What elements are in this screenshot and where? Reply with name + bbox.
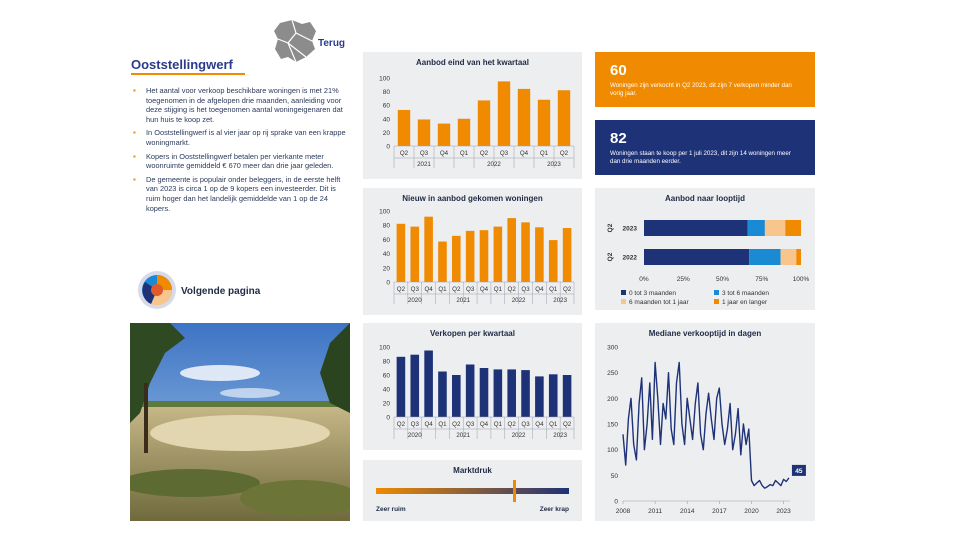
- gauge-right-label: Zeer krap: [539, 506, 569, 513]
- bar: [438, 124, 450, 146]
- x-tick-label: Q4: [439, 150, 449, 157]
- year-label: 2020: [407, 432, 422, 439]
- y-tick-label: 150: [607, 421, 618, 429]
- supply-bar-chart: [363, 52, 582, 179]
- y-tick-label: 60: [382, 102, 390, 110]
- year-label: 2021: [456, 297, 471, 304]
- x-tick-label: Q2: [507, 286, 516, 293]
- y-tick-label: 20: [382, 265, 390, 273]
- year-label: 2022: [487, 161, 501, 168]
- x-tick-label: Q4: [424, 421, 433, 428]
- year-label: 2021: [417, 161, 431, 168]
- year-label: 2021: [456, 432, 471, 439]
- x-tick-label: Q2: [399, 150, 409, 157]
- bar: [397, 224, 406, 282]
- chart-title: Aanbod eind van het kwartaal: [416, 58, 529, 67]
- pressure-gradient-bar: [376, 488, 569, 494]
- legend-swatch: [621, 290, 626, 295]
- bar: [521, 222, 530, 282]
- chart-title: Aanbod naar looptijd: [665, 194, 745, 203]
- x-tick-label: Q2: [479, 150, 489, 157]
- bar: [563, 375, 572, 417]
- title-underline: [131, 73, 245, 75]
- next-page-link[interactable]: Volgende pagina: [181, 286, 261, 297]
- x-tick-label: Q2: [396, 421, 406, 428]
- gauge-title: Marktdruk: [453, 466, 492, 475]
- x-tick-label: Q3: [466, 286, 475, 293]
- x-tick-label: Q4: [535, 421, 544, 428]
- year-label: 2023: [547, 161, 561, 168]
- y-tick-label: 60: [382, 236, 390, 244]
- chart-panel-sales: [363, 323, 582, 450]
- bullet-item: ▪ De gemeente is populair onder beleggers, in de eerste helft van 2023 is circa 1 op de 9 kopers een investeerder. Dit is ruim hoger dan het landelijk gemiddelde van 1 op de 24 kopers.: [133, 175, 351, 213]
- x-tick-label: Q4: [479, 421, 489, 428]
- landscape-photo: [130, 323, 350, 521]
- x-tick-label: Q4: [424, 286, 433, 293]
- y-tick-label: 40: [382, 386, 390, 394]
- page-title: Ooststellingwerf: [131, 57, 233, 72]
- x-tick-label: 50%: [715, 276, 730, 283]
- x-tick-label: Q3: [521, 286, 530, 293]
- bar: [438, 372, 447, 418]
- bar: [410, 355, 419, 417]
- legend-label: 1 jaar en langer: [722, 299, 768, 306]
- bar: [458, 119, 470, 146]
- gauge-left-label: Zeer ruim: [376, 506, 406, 513]
- x-tick-label: Q1: [438, 421, 447, 428]
- kpi-card-sales: [595, 52, 815, 107]
- bar: [549, 374, 558, 417]
- y-tick-label: 0: [386, 279, 390, 287]
- kpi-value: 60: [610, 62, 627, 79]
- bar: [480, 368, 489, 417]
- x-tick-label: 25%: [676, 276, 690, 283]
- bullet-item: ▪ Het aantal voor verkoop beschikbare woningen is met 21% toegenomen in de afgelopen drie maanden, aanleiding voor deze stijging is het toegenomen aantal woningeigenaren dat hun huis te koop zet.: [133, 86, 351, 124]
- year-label: 2022: [511, 432, 526, 439]
- x-tick-label: 2008: [615, 508, 631, 515]
- x-tick-label: Q2: [562, 421, 572, 428]
- x-tick-label: Q2: [452, 421, 461, 428]
- year-label: 2023: [553, 297, 568, 304]
- x-tick-label: Q3: [410, 421, 419, 428]
- series-line: [623, 362, 789, 488]
- bullet-list: [133, 86, 351, 217]
- y-tick-label: 20: [382, 129, 390, 137]
- new-listings-bar-chart: [363, 188, 582, 315]
- x-tick-label: Q4: [535, 286, 544, 293]
- x-tick-label: Q1: [493, 421, 502, 428]
- legend-swatch: [714, 290, 719, 295]
- sale-time-line-chart: [595, 323, 815, 521]
- y-tick-label: 80: [382, 89, 390, 97]
- stacked-segment: [796, 249, 801, 265]
- x-tick-label: Q4: [479, 286, 489, 293]
- bar: [521, 370, 530, 417]
- x-tick-label: Q2: [562, 286, 572, 293]
- y-tick-label: 0: [614, 498, 618, 506]
- x-tick-label: 100%: [792, 276, 810, 283]
- y-tick-label: 20: [382, 400, 390, 408]
- x-tick-label: Q1: [549, 421, 558, 428]
- x-tick-label: Q2: [396, 286, 406, 293]
- y-tick-label: 100: [379, 208, 390, 216]
- bar: [438, 242, 447, 282]
- x-tick-label: 2011: [648, 508, 663, 515]
- row-label: 2022: [622, 254, 637, 262]
- x-tick-label: Q3: [499, 150, 509, 157]
- kpi-description: Woningen staan te koop per 1 juli 2023, dit zijn 14 woningen meer dan drie maanden eerder.: [610, 150, 791, 165]
- bar: [518, 89, 530, 146]
- x-tick-label: 0%: [639, 276, 649, 283]
- legend-label: 0 tot 3 maanden: [629, 290, 676, 297]
- sales-bar-chart: [363, 323, 582, 450]
- x-tick-label: Q1: [459, 150, 469, 157]
- y-tick-label: 80: [382, 222, 390, 230]
- bar: [466, 231, 475, 282]
- x-tick-label: Q1: [493, 286, 502, 293]
- stacked-segment: [785, 220, 801, 236]
- duration-stacked-bar-chart: [595, 188, 815, 310]
- bar: [478, 100, 490, 146]
- bullet-item: ▪ Kopers in Ooststellingwerf betalen per vierkante meter woonruimte gemiddeld € 670 meer dan drie jaar geleden.: [133, 152, 351, 171]
- bar: [418, 119, 430, 146]
- row-label: 2023: [622, 225, 637, 233]
- y-tick-label: 40: [382, 116, 390, 124]
- bar: [410, 227, 419, 282]
- bar: [452, 375, 461, 417]
- municipality-map-icon[interactable]: [272, 19, 318, 63]
- back-link[interactable]: Terug: [318, 38, 346, 49]
- y-tick-label: 0: [386, 414, 390, 422]
- kpi-value: 82: [610, 130, 627, 147]
- legend-label: 3 tot 6 maanden: [722, 290, 769, 297]
- stacked-segment: [644, 249, 749, 265]
- x-tick-label: 2014: [679, 508, 695, 515]
- legend-label: 6 maanden tot 1 jaar: [629, 299, 689, 306]
- y-tick-label: 100: [379, 75, 390, 83]
- quarter-label: Q2: [607, 252, 614, 262]
- y-tick-label: 80: [382, 358, 390, 366]
- y-tick-label: 300: [607, 344, 618, 352]
- chart-title: Nieuw in aanbod gekomen woningen: [402, 194, 543, 203]
- bullet-item: ▪ In Ooststellingwerf is al vier jaar op rij sprake van een krappe woningmarkt.: [133, 128, 351, 147]
- x-tick-label: Q1: [539, 150, 549, 157]
- bar: [398, 110, 410, 146]
- bar: [424, 217, 433, 282]
- x-tick-label: Q1: [438, 286, 447, 293]
- kpi-description: Woningen zijn verkocht in Q2 2023, dit zijn 7 verkopen minder dan vorig jaar.: [610, 82, 792, 97]
- y-tick-label: 60: [382, 372, 390, 380]
- chart-panel-sale-time: [595, 323, 815, 521]
- y-tick-label: 40: [382, 251, 390, 259]
- y-tick-label: 100: [379, 344, 390, 352]
- x-tick-label: Q1: [549, 286, 558, 293]
- pressure-marker: [513, 480, 516, 502]
- x-tick-label: 2020: [744, 508, 759, 515]
- x-tick-label: 2023: [776, 508, 791, 515]
- chart-panel-duration: [595, 188, 815, 310]
- x-tick-label: Q4: [519, 150, 529, 157]
- market-pressure-panel: [363, 460, 582, 521]
- chart-panel-new-listings: [363, 188, 582, 315]
- x-tick-label: Q3: [521, 421, 530, 428]
- bar: [466, 365, 475, 418]
- chart-title: Mediane verkooptijd in dagen: [648, 329, 762, 338]
- bar: [498, 81, 510, 146]
- y-tick-label: 100: [607, 447, 618, 455]
- stacked-segment: [749, 249, 780, 265]
- chart-title: Verkopen per kwartaal: [430, 329, 515, 338]
- bar: [549, 240, 558, 282]
- stacked-segment: [644, 220, 748, 236]
- chart-panel-supply: [363, 52, 582, 179]
- bar: [397, 357, 406, 417]
- year-label: 2020: [407, 297, 422, 304]
- bar: [494, 227, 503, 282]
- year-label: 2022: [511, 297, 526, 304]
- stacked-segment: [781, 249, 797, 265]
- x-tick-label: Q3: [419, 150, 429, 157]
- x-tick-label: Q3: [410, 286, 419, 293]
- bar: [452, 236, 461, 282]
- bar: [424, 351, 433, 418]
- bar: [538, 100, 550, 146]
- x-tick-label: Q2: [452, 286, 461, 293]
- y-tick-label: 50: [610, 472, 618, 480]
- bar: [535, 227, 544, 282]
- x-tick-label: 2017: [712, 508, 727, 515]
- bar: [480, 230, 489, 282]
- y-tick-label: 200: [607, 395, 618, 403]
- year-label: 2023: [553, 432, 568, 439]
- x-tick-label: Q2: [507, 421, 516, 428]
- bar: [507, 218, 516, 282]
- bar: [563, 228, 572, 282]
- bar: [558, 90, 570, 146]
- x-tick-label: Q3: [466, 421, 475, 428]
- x-tick-label: Q2: [559, 150, 569, 157]
- end-value-label: 45: [795, 467, 803, 475]
- legend-swatch: [621, 299, 626, 304]
- next-page-icon[interactable]: [137, 270, 177, 310]
- y-tick-label: 250: [607, 370, 618, 378]
- bar: [507, 369, 516, 417]
- legend-swatch: [714, 299, 719, 304]
- y-tick-label: 0: [386, 143, 390, 151]
- x-tick-label: 75%: [755, 276, 769, 283]
- quarter-label: Q2: [607, 223, 614, 233]
- kpi-card-for-sale: [595, 120, 815, 175]
- bar: [535, 376, 544, 417]
- stacked-segment: [748, 220, 765, 236]
- stacked-segment: [765, 220, 785, 236]
- bar: [494, 369, 503, 417]
